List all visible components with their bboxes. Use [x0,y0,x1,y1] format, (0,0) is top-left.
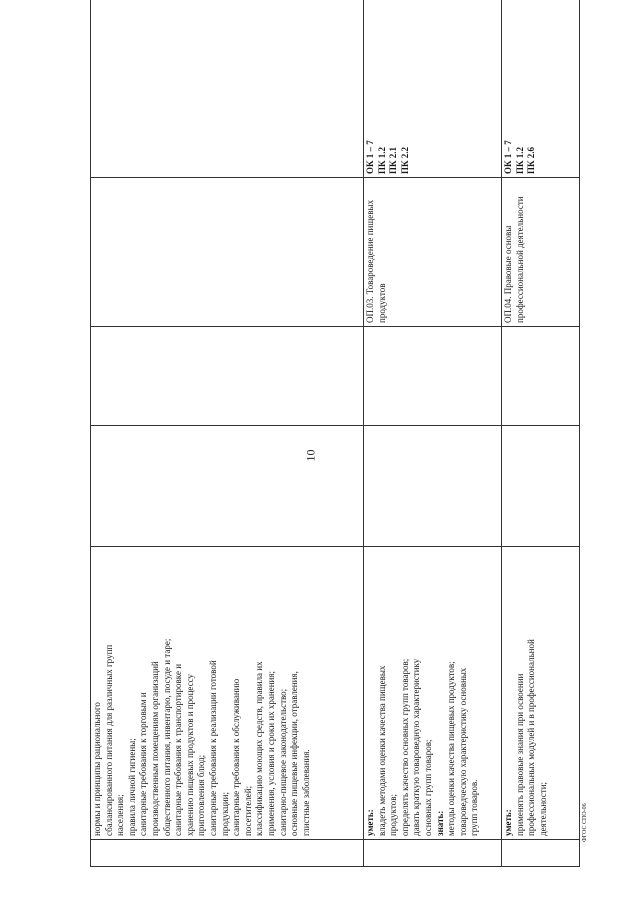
description-line: давать краткую товароведную характеристику [411,658,422,836]
section-lead: знать: [434,810,445,836]
section-lead: уметь: [365,809,375,836]
description-line: определять качество основных групп товаров; [399,658,410,836]
description-line: санитарные требования к реализации готовой [207,660,218,836]
description-line: деятельности; [537,781,548,836]
index-cell [364,840,502,867]
competency-code: ПК 1.2 [376,146,387,174]
footer-code: ФГОС СПО-06 [582,803,588,842]
description-line: санитарные требования к торговым и [138,692,149,836]
competency-code: ПК 2.1 [388,146,399,174]
competency-code: ОК 1 – 7 [503,140,513,174]
description-line: общественного питания, инвентарю, посуде и таре; [161,638,172,836]
description-cell [364,547,502,840]
description-line: приготовления блюд; [196,754,207,836]
description-line: производственным помещениям организаций [149,661,160,836]
competencies-cell [502,0,580,178]
description-cell [502,547,580,840]
description-line: нормы и принципы рационального [92,702,102,836]
description-line: основных групп товаров; [422,739,433,836]
competencies-cell [91,0,364,178]
section-lead: уметь: [503,809,513,836]
page-number: 10 [303,449,318,462]
table-row [502,0,580,867]
description-line: санитарно-пищевое законодательство; [277,688,288,836]
description-line: основные пищевые инфекции, отравления, [289,671,300,836]
description-line: продукции; [219,792,230,836]
competency-code: ПК 2.2 [399,146,410,174]
description-line: профессиональных модулей и в профессиональной [526,639,537,836]
description-line: владеть методами оценки качества пищевых [376,665,387,836]
competency-code: ОК 1 – 7 [365,140,375,174]
index-cell [91,840,364,867]
description-line: продуктов; [388,794,399,836]
hours-cell [364,327,502,426]
competencies-cell [364,0,502,178]
description-line: глистные заболевания. [300,749,311,836]
description-line: товароведческую характеристику основных [457,667,468,836]
description-line: населения; [115,794,126,836]
curriculum-table [90,0,580,867]
description-line: посетителей; [242,785,253,836]
description-line: сбалансированного питания для различных групп [103,644,114,836]
rotated-table-canvas [90,29,570,867]
discipline-cell [91,178,364,327]
description-line: правила личной гигиены; [126,738,137,836]
index-cell [502,840,580,867]
table-row [364,0,502,867]
description-line: применения, условия и сроки их хранения; [265,671,276,836]
description-line: хранению пищевых продуктов и процессу [184,673,195,836]
max-hours-cell [364,426,502,547]
hours-cell [502,327,580,426]
discipline-cell: ОП.04. Правовые основы профессиональной деятельности [502,178,580,327]
description-cell [91,547,364,840]
table-row [91,0,364,867]
description-line: применять правовые знания при освоении [514,673,525,836]
competency-code: ПК 1.2 [514,146,525,174]
discipline-cell: ОП.03. Товароведение пищевых продуктов [364,178,502,327]
hours-cell [91,327,364,426]
competency-code: ПК 2.6 [526,146,537,174]
description-line: групп товаров. [469,779,480,836]
max-hours-cell [502,426,580,547]
description-line: санитарные требования к обслуживанию [231,678,242,836]
max-hours-cell [91,426,364,547]
description-line: классификацию моющих средств, правила их [254,661,265,836]
description-line: санитарные требования к транспортировке и [173,663,184,836]
description-line: методы оценки качества пищевых продуктов; [446,661,457,836]
